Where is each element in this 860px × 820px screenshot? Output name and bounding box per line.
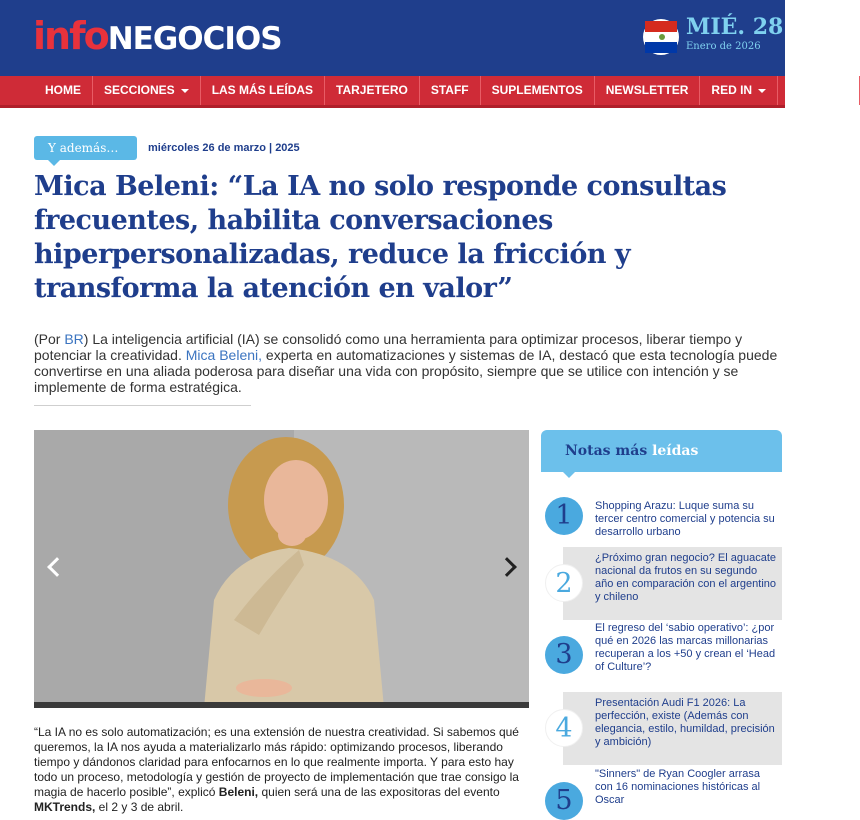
main-nav xyxy=(0,76,848,108)
author-link[interactable]: BR xyxy=(64,331,84,347)
chevron-down-icon xyxy=(758,89,766,93)
most-read-title[interactable]: Presentación Audi F1 2026: La perfección, existe (Además con elegancia, estilo, humildad, precisión y ambición) xyxy=(595,697,775,748)
most-read-item[interactable] xyxy=(541,547,782,620)
current-date-day: MIÉ. 28 xyxy=(686,14,784,40)
most-read-item[interactable] xyxy=(541,692,782,765)
nav-item-staff[interactable]: STAFF xyxy=(420,76,481,105)
article-photo xyxy=(34,430,529,708)
most-read-item[interactable] xyxy=(541,765,782,816)
nav-item-las-más-leídas[interactable]: LAS MÁS LEÍDAS xyxy=(201,76,325,105)
article-date: miércoles 26 de marzo | 2025 xyxy=(148,142,300,154)
most-read-heading: Notas más leídas xyxy=(541,430,782,472)
site-header xyxy=(0,0,785,76)
article-title: Mica Beleni: “La IA no solo responde consultas frecuentes, habilita conversaciones hiperpersonalizadas, reduce la fricción y transforma la atención en valor” xyxy=(34,171,727,304)
nav-item-suplementos[interactable]: SUPLEMENTOS xyxy=(481,76,595,105)
most-read-item[interactable] xyxy=(541,497,782,547)
most-read-title[interactable]: "Sinners" de Ryan Coogler arrasa con 16 nominaciones históricas al Oscar xyxy=(595,768,761,806)
section-tag[interactable]: Y además… xyxy=(34,136,137,160)
most-read-title[interactable]: ¿Próximo gran negocio? El aguacate nacional da frutos en su segundo año en comparación con el argentino y chileno xyxy=(595,552,777,603)
most-read-title[interactable]: Shopping Arazu: Luque suma su tercer centro comercial y potencia su desarrollo urbano xyxy=(595,500,775,538)
nav-item-red-in[interactable]: RED IN xyxy=(700,76,778,105)
rank-number: 4 xyxy=(545,709,583,747)
nav-item-tarjetero[interactable]: TARJETERO xyxy=(325,76,420,105)
most-read-item[interactable] xyxy=(541,619,782,692)
article-body: “La IA no es solo automatización; es una extensión de nuestra creatividad. Si sabemos qué queremos, la IA nos ayuda a materializarlo más rápido: optimizando procesos, liberando tiempo y dándonos claridad para enfocarnos en lo que realmente importa. Y para esto hay todo un proceso, metodología y gestión de proyecto de implementación que trae consigo la magia de hacerlo posible”, explicó Beleni, quien será una de las expositoras del evento MKTrends, el 2 y 3 de abril. xyxy=(34,725,519,814)
nav-item-podcast[interactable]: PODCAST xyxy=(778,76,860,105)
nav-item-secciones[interactable]: SECCIONES xyxy=(93,76,201,105)
person-link[interactable]: Mica Beleni, xyxy=(185,347,263,363)
chevron-down-icon xyxy=(181,89,189,93)
rank-number: 1 xyxy=(545,497,583,535)
paraguay-flag-icon xyxy=(643,19,679,55)
nav-item-home[interactable]: HOME xyxy=(34,76,93,105)
most-read-title[interactable]: El regreso del ‘sabio operativo’: ¿por qué en 2026 las marcas millonarias recuperan a los +50 y crean el ‘Head of Culture’? xyxy=(595,622,776,673)
rank-number: 2 xyxy=(545,564,583,602)
divider xyxy=(34,405,251,406)
current-date-month: Enero de 2026 xyxy=(686,41,761,52)
rank-number: 3 xyxy=(545,636,583,674)
nav-item-newsletter[interactable]: NEWSLETTER xyxy=(595,76,701,105)
carousel-caption-bar xyxy=(34,702,529,708)
article-lead: (Por BR) La inteligencia artificial (IA) se consolidó como una herramienta para optimizar procesos, liberar tiempo y potenciar la creatividad. Mica Beleni, experta en automatizaciones y sistemas de IA, destacó que esta tecnología puede convertirse en una aliada poderosa para diseñar una vida con propósito, siempre que se utilice con intención y se implemente de forma estratégica. xyxy=(34,331,778,395)
rank-number: 5 xyxy=(545,782,583,820)
portrait-image xyxy=(34,430,529,708)
site-logo[interactable]: infoNEGOCIOS xyxy=(33,14,282,58)
